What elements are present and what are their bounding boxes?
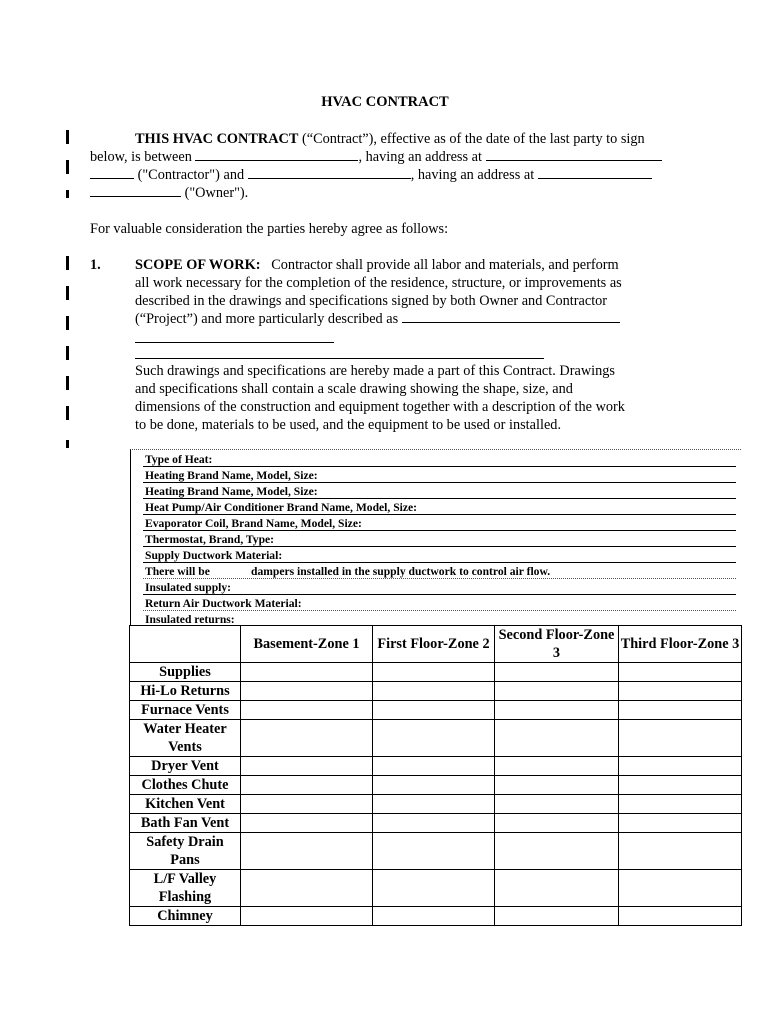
row-header: Safety Drain Pans (130, 833, 241, 870)
table-cell[interactable] (619, 720, 742, 757)
spec-field-heating-brand-2[interactable]: Heating Brand Name, Model, Size: (145, 485, 318, 498)
table-row (130, 870, 742, 907)
row-header: Bath Fan Vent (130, 814, 241, 833)
spec-rule (143, 466, 736, 467)
table-cell[interactable] (373, 757, 495, 776)
spec-field-evaporator-coil[interactable]: Evaporator Coil, Brand Name, Model, Size: (145, 517, 362, 530)
consideration-text: For valuable consideration the parties hereby agree as follows: (90, 221, 449, 237)
revision-bar (66, 440, 69, 448)
table-cell[interactable] (619, 701, 742, 720)
intro-line1-text: (“Contract”), effective as of the date of the last party to sign (298, 131, 645, 147)
revision-bar (66, 190, 69, 198)
section-text: (“Project”) and more particularly described as (135, 311, 402, 327)
table-row (130, 701, 742, 720)
table-cell[interactable] (373, 682, 495, 701)
spec-rule (143, 610, 736, 611)
table-row (130, 907, 742, 926)
intro-text: , having an address at (358, 149, 486, 165)
table-cell[interactable] (373, 907, 495, 926)
project-description-line[interactable] (135, 358, 544, 359)
section-text: Contractor shall provide all labor and materials, and perform (271, 257, 619, 273)
row-header: Furnace Vents (130, 701, 241, 720)
table-cell[interactable] (241, 720, 373, 757)
intro-lead: THIS HVAC CONTRACT (135, 131, 299, 147)
table-cell[interactable] (241, 776, 373, 795)
section1-para2-line-2: and specifications shall contain a scale drawing showing the shape, size, and (135, 381, 573, 397)
table-cell[interactable] (495, 757, 619, 776)
spec-field-heat-pump[interactable]: Heat Pump/Air Conditioner Brand Name, Model, Size: (145, 501, 418, 514)
revision-bar (66, 256, 69, 270)
section1-line-1 (135, 256, 619, 274)
table-header-row (130, 626, 742, 663)
revision-bar (66, 376, 69, 390)
corner-cell (130, 626, 241, 663)
section1-para2-line-3: dimensions of the construction and equipment together with a description of the work (135, 399, 625, 415)
section1-line-4 (135, 310, 620, 328)
section-heading: SCOPE OF WORK: (135, 257, 261, 273)
revision-bar (66, 316, 69, 330)
spec-field-insulated-supply[interactable]: Insulated supply: (145, 581, 232, 594)
table-cell[interactable] (619, 663, 742, 682)
table-cell[interactable] (241, 907, 373, 926)
table-cell[interactable] (495, 814, 619, 833)
project-description-field[interactable] (402, 310, 620, 323)
table-cell[interactable] (373, 720, 495, 757)
spec-field-supply-ductwork[interactable]: Supply Ductwork Material: (145, 549, 283, 562)
table-row (130, 776, 742, 795)
table-cell[interactable] (495, 833, 619, 870)
table-cell[interactable] (241, 814, 373, 833)
table-cell[interactable] (619, 757, 742, 776)
owner-address-continued-field[interactable] (90, 184, 181, 197)
contractor-address-continued-field[interactable] (90, 166, 134, 179)
spec-rule (143, 546, 736, 547)
row-header: Clothes Chute (130, 776, 241, 795)
intro-line-4 (90, 184, 248, 202)
owner-address-field[interactable] (538, 166, 652, 179)
zone-table (129, 625, 742, 926)
table-cell[interactable] (241, 833, 373, 870)
spec-field-insulated-returns[interactable]: Insulated returns: (145, 613, 235, 626)
intro-text: below, is between (90, 149, 196, 165)
intro-line-3 (90, 166, 652, 184)
table-row (130, 833, 742, 870)
spec-rule (143, 482, 736, 483)
table-cell[interactable] (373, 814, 495, 833)
spec-field-heating-brand[interactable]: Heating Brand Name, Model, Size: (145, 469, 318, 482)
table-cell[interactable] (619, 870, 742, 907)
spec-rule (143, 498, 736, 499)
table-cell[interactable] (495, 663, 619, 682)
revision-bar (66, 130, 69, 144)
table-cell[interactable] (619, 776, 742, 795)
column-header: Second Floor-Zone 3 (495, 626, 619, 663)
row-header: Chimney (130, 907, 241, 926)
table-cell[interactable] (619, 907, 742, 926)
table-cell[interactable] (373, 701, 495, 720)
dampers-text: dampers installed in the supply ductwork to control air flow. (251, 565, 551, 578)
table-row (130, 663, 742, 682)
section1-line-2: all work necessary for the completion of the residence, structure, or improvements as (135, 275, 622, 291)
table-cell[interactable] (241, 757, 373, 776)
revision-bar (66, 286, 69, 300)
row-header: Supplies (130, 663, 241, 682)
contractor-address-field[interactable] (486, 148, 662, 161)
table-cell[interactable] (241, 870, 373, 907)
spec-field-return-ductwork[interactable]: Return Air Ductwork Material: (145, 597, 302, 610)
spec-field-type-of-heat[interactable]: Type of Heat: (145, 453, 213, 466)
spec-rule (143, 562, 736, 563)
table-cell[interactable] (495, 682, 619, 701)
row-header: L/F Valley Flashing (130, 870, 241, 907)
table-cell[interactable] (241, 682, 373, 701)
table-cell[interactable] (241, 795, 373, 814)
table-cell[interactable] (373, 833, 495, 870)
spec-rule (143, 578, 736, 579)
document-title: HVAC CONTRACT (321, 94, 449, 110)
row-header: Hi-Lo Returns (130, 682, 241, 701)
intro-line-2 (90, 148, 662, 166)
section1-para2-line-1: Such drawings and specifications are hereby made a part of this Contract. Drawings (135, 363, 615, 379)
revision-bar (66, 160, 69, 174)
revision-bar (66, 346, 69, 360)
column-header: First Floor-Zone 2 (373, 626, 495, 663)
contractor-name-field[interactable] (195, 148, 358, 161)
spec-rule (143, 530, 736, 531)
table-cell[interactable] (495, 701, 619, 720)
table-row (130, 757, 742, 776)
section-number: 1. (90, 257, 101, 273)
column-header: Basement-Zone 1 (241, 626, 373, 663)
table-cell[interactable] (373, 795, 495, 814)
table-cell[interactable] (495, 907, 619, 926)
section1-line-3: described in the drawings and specifications signed by both Owner and Contractor (135, 293, 608, 309)
intro-text: ("Contractor") and (134, 167, 248, 183)
owner-name-field[interactable] (248, 166, 411, 179)
intro-text: , having an address at (410, 167, 538, 183)
table-cell[interactable] (619, 814, 742, 833)
table-row (130, 682, 742, 701)
table-row (130, 795, 742, 814)
spec-field-thermostat[interactable]: Thermostat, Brand, Type: (145, 533, 275, 546)
table-cell[interactable] (373, 870, 495, 907)
table-cell[interactable] (495, 776, 619, 795)
table-cell[interactable] (495, 870, 619, 907)
equipment-spec-box (130, 449, 741, 626)
table-cell[interactable] (241, 701, 373, 720)
section1-para2-line-4: to be done, materials to be used, and the equipment to be used or installed. (135, 417, 562, 433)
spec-rule (143, 514, 736, 515)
table-cell[interactable] (619, 795, 742, 814)
spec-rule (143, 594, 736, 595)
row-header: Water Heater Vents (130, 720, 241, 757)
table-cell[interactable] (373, 663, 495, 682)
row-header: Dryer Vent (130, 757, 241, 776)
project-description-line[interactable] (135, 342, 334, 343)
table-cell[interactable] (495, 795, 619, 814)
table-cell[interactable] (619, 682, 742, 701)
table-cell[interactable] (619, 833, 742, 870)
revision-bar (66, 406, 69, 420)
table-cell[interactable] (495, 720, 619, 757)
intro-text: ("Owner"). (181, 185, 249, 201)
row-header: Kitchen Vent (130, 795, 241, 814)
spec-field-dampers[interactable]: There will be (145, 565, 210, 578)
table-cell[interactable] (373, 776, 495, 795)
table-row (130, 814, 742, 833)
table-row (130, 720, 742, 757)
intro-line-1 (135, 130, 645, 148)
table-cell[interactable] (241, 663, 373, 682)
column-header: Third Floor-Zone 3 (619, 626, 742, 663)
